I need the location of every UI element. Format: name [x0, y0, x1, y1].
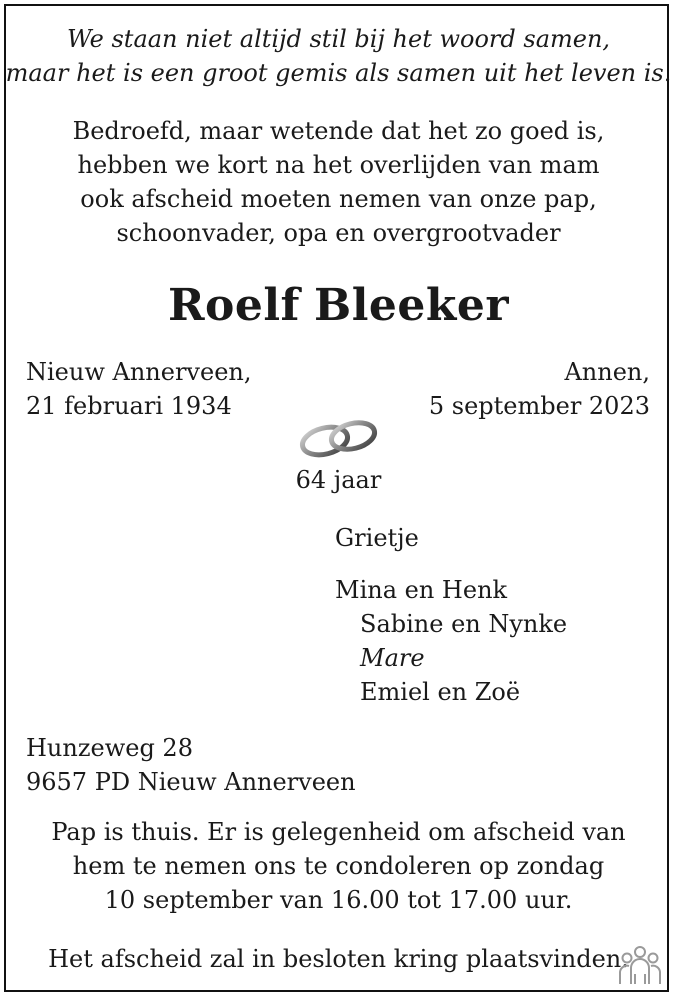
visitation-text — [0, 815, 677, 917]
death-place: Annen, — [564, 358, 650, 386]
intro-line-3: ook afscheid moeten nemen van onze pap, — [80, 185, 597, 213]
birth-date: 21 februari 1934 — [26, 392, 232, 420]
birth-info — [26, 355, 251, 423]
wedding-rings-icon — [296, 418, 382, 460]
death-date: 5 september 2023 — [428, 392, 650, 420]
family-spouse: Grietje — [335, 524, 419, 552]
deceased-last-name: Bleeker — [314, 280, 510, 331]
death-info — [429, 355, 650, 423]
family-grandchildren-2: Mare — [360, 644, 425, 672]
intro-line-4: schoonvader, opa en overgrootvader — [116, 219, 561, 247]
intro-line-2: hebben we kort na het overlijden van mam — [77, 151, 600, 179]
quote — [0, 22, 677, 90]
deceased-name — [0, 279, 677, 333]
deceased-first-name: Roelf — [167, 280, 300, 331]
people-group-icon — [617, 944, 663, 988]
quote-line-2: maar het is een groot gemis als samen uit het leven is. — [5, 59, 672, 87]
visitation-line-2: hem te nemen ons te condoleren op zondag — [72, 852, 605, 880]
family-grandchildren-3: Emiel en Zoë — [360, 678, 521, 706]
marriage-years: 64 jaar — [295, 466, 382, 494]
family-list — [335, 521, 567, 709]
family-children: Mina en Henk — [335, 576, 508, 604]
visitation-line-1: Pap is thuis. Er is gelegenheid om afscheid van — [51, 818, 626, 846]
visitation-line-3: 10 september van 16.00 tot 17.00 uur. — [104, 886, 573, 914]
address-street: Hunzeweg 28 — [26, 734, 193, 762]
intro-text — [0, 114, 677, 250]
closing-text: Het afscheid zal in besloten kring plaatsvinden. — [48, 945, 629, 973]
address-city: 9657 PD Nieuw Annerveen — [26, 768, 356, 796]
family-grandchildren-1: Sabine en Nynke — [360, 610, 568, 638]
birth-place: Nieuw Annerveen, — [26, 358, 252, 386]
address — [26, 731, 356, 799]
intro-line-1: Bedroefd, maar wetende dat het zo goed is, — [72, 117, 605, 145]
quote-line-1: We staan niet altijd stil bij het woord samen, — [66, 25, 611, 53]
